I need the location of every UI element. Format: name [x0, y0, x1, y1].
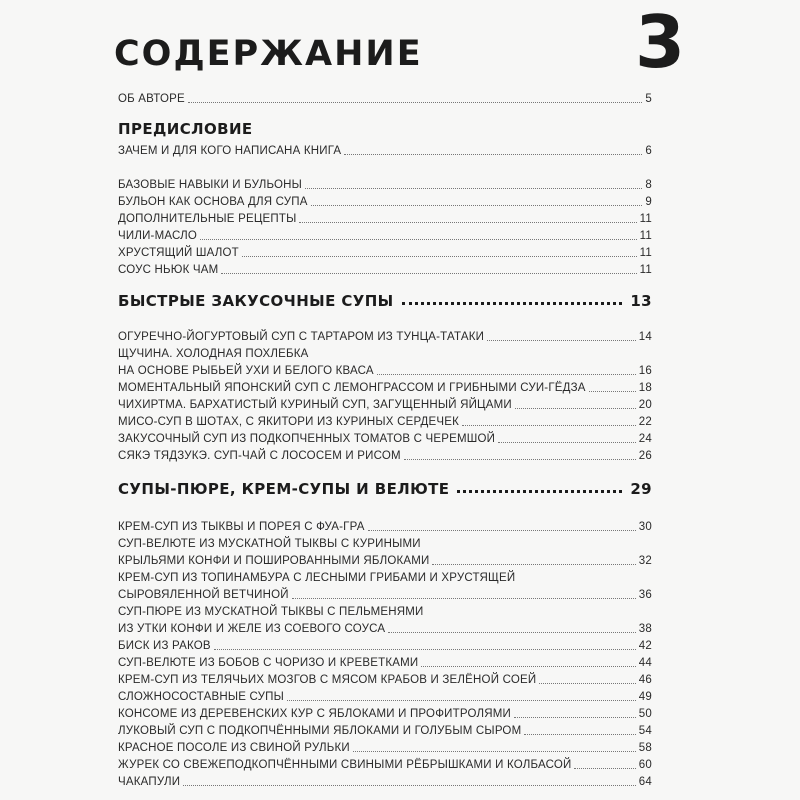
toc-entry — [118, 554, 652, 569]
dot-leader — [589, 391, 636, 392]
toc-entry-title: СОУС НЬЮК ЧАМ — [118, 264, 219, 276]
page-title: СОДЕРЖАНИЕ — [114, 34, 423, 74]
toc-entry-page: 46 — [638, 674, 652, 686]
toc-entry-title: ЗАЧЕМ И ДЛЯ КОГО НАПИСАНА КНИГА — [118, 145, 342, 157]
toc-entry-title: ОГУРЕЧНО-ЙОГУРТОВЫЙ СУП С ТАРТАРОМ ИЗ ТУНЦА-ТАТАКИ — [118, 331, 485, 343]
toc-entry — [118, 741, 652, 756]
toc-entry-title: СЫРОВЯЛЕННОЙ ВЕТЧИНОЙ — [118, 589, 289, 601]
toc-entry — [118, 92, 652, 107]
dot-leader — [524, 734, 635, 735]
dot-leader — [498, 442, 636, 443]
toc-entry — [118, 758, 652, 773]
dot-leader — [404, 459, 636, 460]
toc-entry-title: КРЕМ-СУП ИЗ ТЕЛЯЧЬИХ МОЗГОВ С МЯСОМ КРАБОВ И ЗЕЛЁНОЙ СОЕЙ — [118, 674, 537, 686]
toc-entry-page: 20 — [638, 399, 652, 411]
toc-entry — [118, 622, 652, 637]
toc-entry-title: СЯКЭ ТЯДЗУКЭ. СУП-ЧАЙ С ЛОСОСЕМ И РИСОМ — [118, 450, 401, 462]
dot-leader — [292, 598, 636, 599]
toc-entry — [118, 449, 652, 464]
dot-leader — [368, 530, 636, 531]
toc-entry-page: 50 — [638, 708, 652, 720]
toc-entry — [118, 195, 652, 210]
chapter-page: 13 — [630, 292, 652, 310]
toc-entry-title: МИСО-СУП В ШОТАХ, С ЯКИТОРИ ИЗ КУРИНЫХ СЕРДЕЧЕК — [118, 416, 460, 428]
chapter-heading — [118, 480, 652, 498]
toc-entry-title: БАЗОВЫЕ НАВЫКИ И БУЛЬОНЫ — [118, 179, 303, 191]
toc-entry — [118, 724, 652, 739]
toc-entry — [118, 605, 652, 620]
toc-entry-page: 26 — [638, 450, 652, 462]
toc-entry-title: СУП-ВЕЛЮТЕ ИЗ МУСКАТНОЙ ТЫКВЫ С КУРИНЫМИ — [118, 538, 421, 550]
chapter-page: 29 — [630, 480, 652, 498]
toc-entry-title: СУП-ВЕЛЮТЕ ИЗ БОБОВ С ЧОРИЗО И КРЕВЕТКАМИ — [118, 657, 419, 669]
toc-entry-page: 11 — [639, 213, 652, 225]
toc-entry-title: КРЫЛЬЯМИ КОНФИ И ПОШИРОВАННЫМИ ЯБЛОКАМИ — [118, 555, 430, 567]
dot-leader — [462, 425, 636, 426]
toc-entry-title: БИСК ИЗ РАКОВ — [118, 640, 211, 652]
toc-entry — [118, 246, 652, 261]
dot-leader — [515, 408, 636, 409]
page-number: 3 — [635, 0, 686, 84]
toc-entry-title: ЩУЧИНА. ХОЛОДНАЯ ПОХЛЕБКА — [118, 348, 309, 360]
dot-leader — [432, 564, 635, 565]
toc-entry — [118, 229, 652, 244]
toc-entry — [118, 415, 652, 430]
toc-entry — [118, 537, 652, 552]
toc-entry-page: 42 — [638, 640, 652, 652]
toc-entry — [118, 347, 652, 362]
toc-entry — [118, 520, 652, 535]
toc-entry-title: ЧИЛИ-МАСЛО — [118, 230, 197, 242]
toc-entry-title: ЖУРЕК СО СВЕЖЕПОДКОПЧЁННЫМИ СВИНЫМИ РЁБРЫШКАМИ И КОЛБАСОЙ — [118, 759, 572, 771]
toc-entry — [118, 775, 652, 790]
toc-entry-title: СУП-ПЮРЕ ИЗ МУСКАТНОЙ ТЫКВЫ С ПЕЛЬМЕНЯМИ — [118, 606, 424, 618]
toc-entry-title: ОБ АВТОРЕ — [118, 93, 185, 105]
toc-entry-page: 24 — [638, 433, 652, 445]
toc-entry-page: 11 — [639, 230, 652, 242]
toc-entry-page: 54 — [638, 725, 652, 737]
toc-entry-title: ДОПОЛНИТЕЛЬНЫЕ РЕЦЕПТЫ — [118, 213, 297, 225]
dot-leader — [183, 785, 636, 786]
toc-entry — [118, 381, 652, 396]
dot-leader — [188, 102, 643, 103]
toc-entry-page: 14 — [638, 331, 652, 343]
dot-leader — [574, 768, 635, 769]
toc-entry-page: 32 — [638, 555, 652, 567]
toc-entry-title: СЛОЖНОСОСТАВНЫЕ СУПЫ — [118, 691, 284, 703]
toc-entry-page: 8 — [645, 179, 652, 191]
toc-entry-page: 6 — [645, 145, 652, 157]
toc-entry — [118, 656, 652, 671]
toc-entry — [118, 673, 652, 688]
toc-entry-page: 11 — [639, 264, 652, 276]
toc-entry-page: 60 — [638, 759, 652, 771]
toc-entry — [118, 263, 652, 278]
dot-leader — [353, 751, 636, 752]
dot-leader — [299, 222, 636, 223]
dot-leader — [402, 302, 623, 305]
toc-entry — [118, 571, 652, 586]
toc-entry-page: 58 — [638, 742, 652, 754]
toc-entry — [118, 588, 652, 603]
chapter-heading — [118, 292, 652, 310]
toc-entry-title: ЧАКАПУЛИ — [118, 776, 181, 788]
toc-entry-title: КРАСНОЕ ПОСОЛЕ ИЗ СВИНОЙ РУЛЬКИ — [118, 742, 350, 754]
toc-entry — [118, 212, 652, 227]
dot-leader — [311, 205, 643, 206]
toc-entry-title: ЧИХИРТМА. БАРХАТИСТЫЙ КУРИНЫЙ СУП, ЗАГУЩЕННЫЙ ЯЙЦАМИ — [118, 399, 512, 411]
toc-entry-title: ЗАКУСОЧНЫЙ СУП ИЗ ПОДКОПЧЕННЫХ ТОМАТОВ С ЧЕРЕМШОЙ — [118, 433, 496, 445]
toc-entry — [118, 707, 652, 722]
dot-leader — [487, 340, 636, 341]
toc-entry — [118, 690, 652, 705]
toc-entry-title: БУЛЬОН КАК ОСНОВА ДЛЯ СУПА — [118, 196, 308, 208]
toc-entry-title: ИЗ УТКИ КОНФИ И ЖЕЛЕ ИЗ СОЕВОГО СОУСА — [118, 623, 386, 635]
toc-entry-page: 22 — [638, 416, 652, 428]
toc-entry — [118, 178, 652, 193]
dot-leader — [421, 666, 635, 667]
toc-entry — [118, 432, 652, 447]
toc-entry — [118, 330, 652, 345]
dot-leader — [377, 374, 636, 375]
toc-entry — [118, 144, 652, 159]
dot-leader — [457, 490, 622, 493]
toc-entry — [118, 639, 652, 654]
toc-entry-page: 5 — [645, 93, 652, 105]
toc-entry-page: 11 — [639, 247, 652, 259]
toc-entry-title: ХРУСТЯЩИЙ ШАЛОТ — [118, 247, 239, 259]
dot-leader — [539, 683, 636, 684]
toc-entry-title: КРЕМ-СУП ИЗ ТОПИНАМБУРА С ЛЕСНЫМИ ГРИБАМИ И ХРУСТЯЩЕЙ — [118, 572, 516, 584]
toc-entry-title: КОНСОМЕ ИЗ ДЕРЕВЕНСКИХ КУР С ЯБЛОКАМИ И ПРОФИТРОЛЯМИ — [118, 708, 511, 720]
toc-entry-title: ЛУКОВЫЙ СУП С ПОДКОПЧЁННЫМИ ЯБЛОКАМИ И ГОЛУБЫМ СЫРОМ — [118, 725, 522, 737]
toc-entry-title: КРЕМ-СУП ИЗ ТЫКВЫ И ПОРЕЯ С ФУА-ГРА — [118, 521, 365, 533]
toc-entry-page: 30 — [638, 521, 652, 533]
dot-leader — [344, 154, 642, 155]
dot-leader — [214, 649, 636, 650]
toc-entry-page: 64 — [638, 776, 652, 788]
dot-leader — [221, 273, 636, 274]
dot-leader — [305, 188, 642, 189]
toc-entry-page: 18 — [638, 382, 652, 394]
dot-leader — [287, 700, 636, 701]
toc-entry-page: 16 — [638, 365, 652, 377]
dot-leader — [514, 717, 636, 718]
chapter-title: БЫСТРЫЕ ЗАКУСОЧНЫЕ СУПЫ — [118, 292, 394, 310]
toc-entry-page: 36 — [638, 589, 652, 601]
section-heading-preface: ПРЕДИСЛОВИЕ — [118, 120, 253, 138]
dot-leader — [388, 632, 636, 633]
toc-entry-page: 9 — [645, 196, 652, 208]
toc-entry-page: 38 — [638, 623, 652, 635]
toc-entry — [118, 364, 652, 379]
dot-leader — [242, 256, 637, 257]
toc-entry-page: 44 — [638, 657, 652, 669]
toc-entry-title: МОМЕНТАЛЬНЫЙ ЯПОНСКИЙ СУП С ЛЕМОНГРАССОМ И ГРИБНЫМИ СУИ-ГЁДЗА — [118, 382, 586, 394]
toc-entry — [118, 398, 652, 413]
dot-leader — [200, 239, 637, 240]
chapter-title: СУПЫ-ПЮРЕ, КРЕМ-СУПЫ И ВЕЛЮТЕ — [118, 480, 450, 498]
toc-entry-page: 49 — [638, 691, 652, 703]
toc-entry-title: НА ОСНОВЕ РЫБЬЕЙ УХИ И БЕЛОГО КВАСА — [118, 365, 374, 377]
